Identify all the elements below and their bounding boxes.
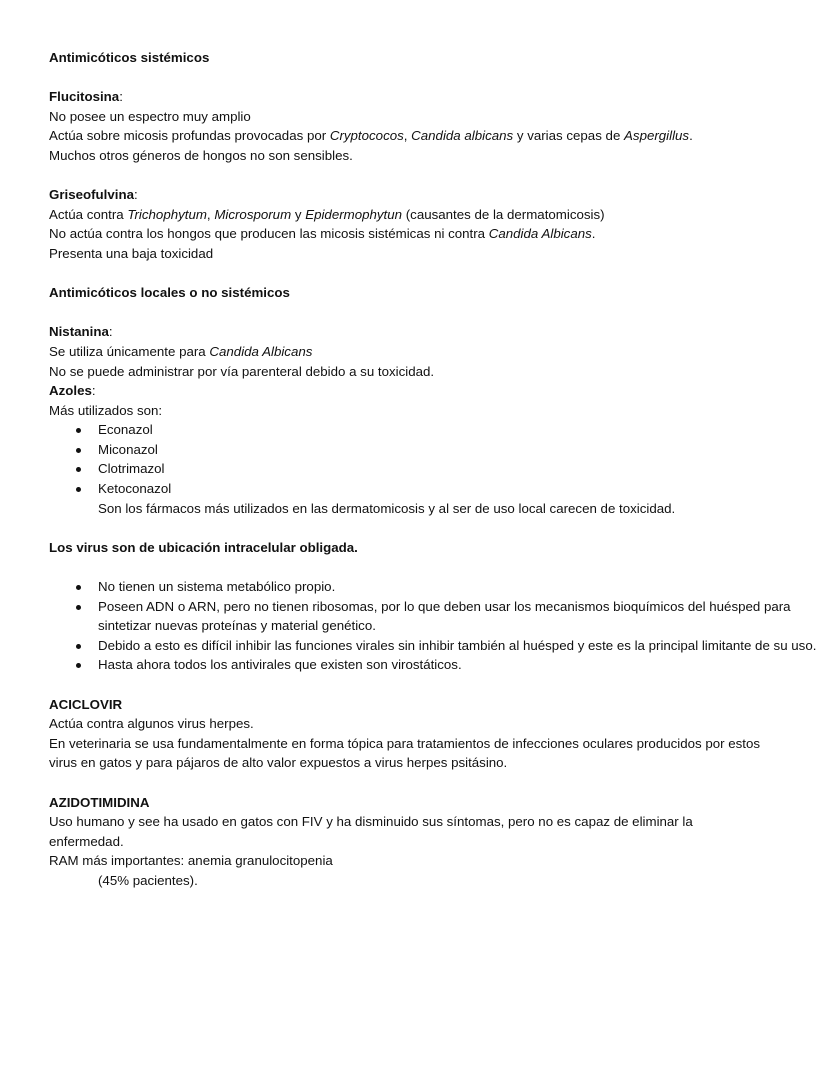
aciclovir-line-1: Actúa contra algunos virus herpes. (49, 716, 254, 732)
griseofulvina-line-1: Actúa contra Trichophytum, Microsporum y Epidermophytun (causantes de la dermatomicosis) (49, 206, 605, 222)
section-heading-virus: Los virus son de ubicación intracelular obligada. (49, 539, 358, 555)
nistanina-title: Nistanina: (49, 324, 113, 340)
flucitosina-line-1: No posee un espectro muy amplio (49, 108, 251, 124)
azidotimidina-line-2: RAM más importantes: anemia granulocitopenia (49, 853, 333, 869)
griseofulvina-line-2: No actúa contra los hongos que producen las micosis sistémicas ni contra Candida Albicans. (49, 226, 596, 242)
list-item: Clotrimazol (49, 459, 828, 479)
griseofulvina-title: Griseofulvina: (49, 187, 138, 203)
list-item: Ketoconazol (49, 479, 828, 499)
azoles-intro: Más utilizados son: (49, 402, 163, 418)
list-item: Econazol (49, 420, 828, 440)
nistanina-line-1: Se utiliza únicamente para Candida Albicans (49, 343, 313, 359)
flucitosina-line-3: Muchos otros géneros de hongos no son sensibles. (49, 147, 353, 163)
azidotimidina-line-1: Uso humano y see ha usado en gatos con FIV y ha disminuido sus síntomas, pero no es capaz de eliminar la enfermedad. (49, 814, 693, 849)
list-item: No tienen un sistema metabólico propio. (49, 577, 828, 597)
virus-list (49, 577, 828, 675)
list-item: Miconazol (49, 440, 828, 460)
nistanina-line-2: No se puede administrar por vía parenteral debido a su toxicidad. (49, 363, 435, 379)
aciclovir-line-2: En veterinaria se usa fundamentalmente en forma tópica para tratamientos de infecciones oculares producidos por estos virus en gatos y para pájaros de alto valor expuestos a virus herpes psitásino. (49, 735, 761, 771)
azoles-note: Son los fármacos más utilizados en las dermatomicosis y al ser de uso local carecen de toxicidad. (98, 500, 676, 516)
flucitosina-title: Flucitosina: (49, 89, 123, 105)
azidotimidina-line-3: (45% pacientes). (98, 872, 198, 888)
azidotimidina-title: AZIDOTIMIDINA (49, 794, 150, 810)
section-heading-systemic: Antimicóticos sistémicos (49, 50, 210, 65)
griseofulvina-line-3: Presenta una baja toxicidad (49, 245, 214, 261)
aciclovir-title: ACICLOVIR (49, 696, 123, 712)
azoles-list (49, 420, 828, 498)
flucitosina-line-2: Actúa sobre micosis profundas provocadas por Cryptococos, Candida albicans y varias cepas de Aspergillus. (49, 128, 693, 144)
list-item: Hasta ahora todos los antivirales que existen son virostáticos. (49, 655, 828, 675)
section-heading-local: Antimicóticos locales o no sistémicos (49, 285, 290, 301)
list-item: Poseen ADN o ARN, pero no tienen ribosomas, por lo que deben usar los mecanismos bioquímicos del huésped para sintetizar nuevas proteínas y material genético. (49, 597, 823, 636)
list-item: Debido a esto es difícil inhibir las funciones virales sin inhibir también al huésped y este es la principal limitante de su uso. (49, 636, 823, 656)
azoles-title: Azoles: (49, 383, 96, 399)
